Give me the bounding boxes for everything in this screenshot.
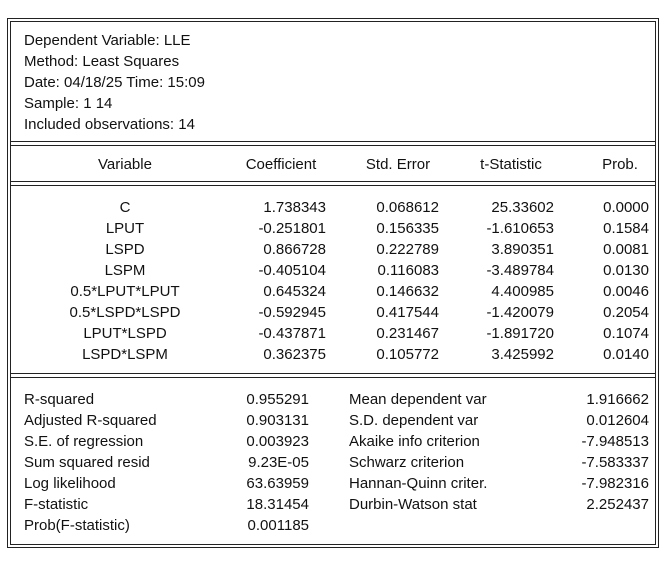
stat-value: 18.31454 [246, 496, 309, 513]
stat-value: 63.63959 [246, 475, 309, 492]
row-std-error: 0.222789 [376, 241, 439, 258]
col-header-coefficient: Coefficient [245, 156, 317, 173]
row-std-error: 0.231467 [376, 325, 439, 342]
row-prob: 0.0081 [603, 241, 649, 258]
row-variable: LPUT [105, 220, 145, 237]
sample-line: Sample: 1 14 [24, 95, 113, 112]
stat-label: S.E. of regression [24, 433, 144, 450]
row-variable: LSPM [104, 262, 146, 279]
row-variable: LSPD*LSPM [82, 346, 168, 363]
row-t-statistic: -1.610653 [486, 220, 554, 237]
col-header-std-error: Std. Error [365, 156, 431, 173]
row-std-error: 0.417544 [376, 304, 439, 321]
row-coefficient: 1.738343 [263, 199, 326, 216]
separator-header-top [10, 141, 656, 142]
stat-label: Schwarz criterion [349, 454, 465, 471]
col-header-variable: Variable [98, 156, 152, 173]
row-variable: 0.5*LSPD*LSPD [69, 304, 181, 321]
col-header-prob: Prob. [602, 156, 638, 173]
separator-stats-bottom [10, 377, 656, 378]
row-std-error: 0.105772 [376, 346, 439, 363]
row-std-error: 0.068612 [376, 199, 439, 216]
stat-value: 0.003923 [246, 433, 309, 450]
row-t-statistic: -1.420079 [486, 304, 554, 321]
row-prob: 0.0000 [603, 199, 649, 216]
date-time-line: Date: 04/18/25 Time: 15:09 [24, 74, 205, 91]
col-header-t-statistic: t-Statistic [480, 156, 542, 173]
row-coefficient: -0.592945 [258, 304, 326, 321]
row-std-error: 0.156335 [376, 220, 439, 237]
separator-columns-bottom [10, 185, 656, 186]
stat-value: -7.982316 [581, 475, 649, 492]
stat-value: -7.583337 [581, 454, 649, 471]
stat-label: Prob(F-statistic) [24, 517, 130, 534]
row-variable: LPUT*LSPD [83, 325, 167, 342]
dependent-variable-line: Dependent Variable: LLE [24, 32, 191, 49]
row-variable: LSPD [105, 241, 145, 258]
stat-label: S.D. dependent var [349, 412, 479, 429]
row-prob: 0.2054 [603, 304, 649, 321]
stat-value: 2.252437 [586, 496, 649, 513]
row-t-statistic: -3.489784 [486, 262, 554, 279]
row-prob: 0.0046 [603, 283, 649, 300]
method-line: Method: Least Squares [24, 53, 180, 70]
separator-stats-top [10, 373, 656, 374]
stat-label: Adjusted R-squared [24, 412, 157, 429]
stat-value: -7.948513 [581, 433, 649, 450]
stat-value: 9.23E-05 [248, 454, 309, 471]
row-coefficient: 0.866728 [263, 241, 326, 258]
stat-label: Hannan-Quinn criter. [349, 475, 488, 492]
row-coefficient: 0.362375 [263, 346, 326, 363]
row-t-statistic: -1.891720 [486, 325, 554, 342]
stat-value: 0.955291 [246, 391, 309, 408]
row-coefficient: -0.405104 [258, 262, 326, 279]
stat-value: 0.903131 [246, 412, 309, 429]
row-prob: 0.0130 [603, 262, 649, 279]
stat-label: Mean dependent var [349, 391, 487, 408]
separator-columns-top [10, 181, 656, 182]
row-coefficient: 0.645324 [263, 283, 326, 300]
row-t-statistic: 3.425992 [491, 346, 554, 363]
stat-value: 0.001185 [247, 517, 309, 534]
stat-label: Durbin-Watson stat [349, 496, 477, 513]
row-variable: 0.5*LPUT*LPUT [70, 283, 180, 300]
row-prob: 0.1074 [603, 325, 649, 342]
stat-value: 1.916662 [586, 391, 649, 408]
row-coefficient: -0.251801 [258, 220, 326, 237]
row-t-statistic: 3.890351 [491, 241, 554, 258]
stat-label: Log likelihood [24, 475, 116, 492]
row-t-statistic: 25.33602 [491, 199, 554, 216]
row-coefficient: -0.437871 [258, 325, 326, 342]
row-std-error: 0.116083 [377, 262, 439, 279]
stat-label: F-statistic [24, 496, 89, 513]
row-prob: 0.0140 [603, 346, 649, 363]
row-variable: C [119, 199, 131, 216]
row-prob: 0.1584 [603, 220, 649, 237]
observations-line: Included observations: 14 [24, 116, 195, 133]
stat-label: Sum squared resid [24, 454, 150, 471]
separator-header-bottom [10, 145, 656, 146]
stat-value: 0.012604 [586, 412, 649, 429]
stat-label: R-squared [24, 391, 95, 408]
stat-label: Akaike info criterion [349, 433, 480, 450]
row-t-statistic: 4.400985 [491, 283, 554, 300]
row-std-error: 0.146632 [376, 283, 439, 300]
